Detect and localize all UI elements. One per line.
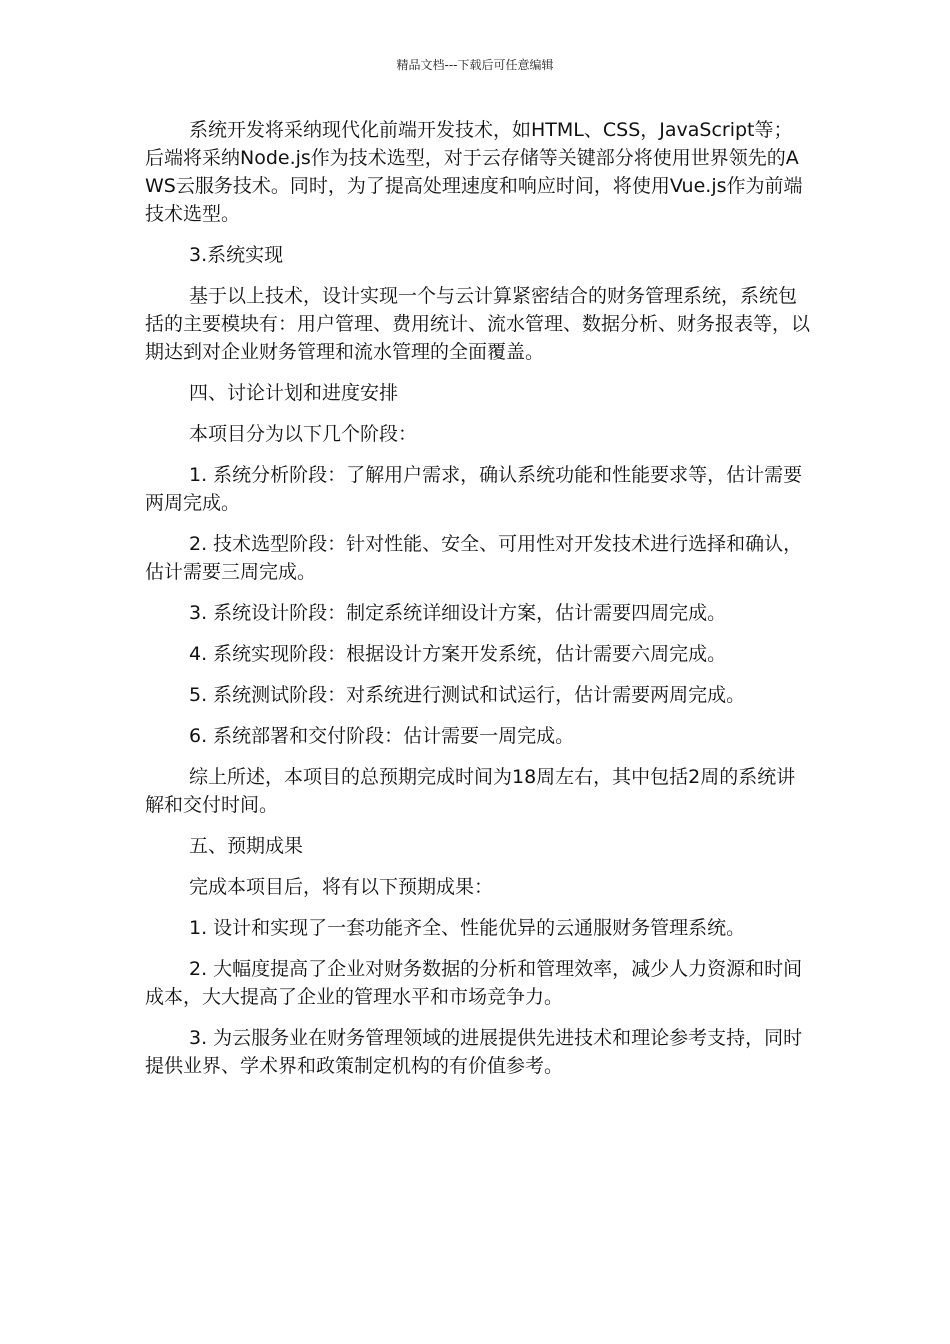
heading-plan-schedule: 四、讨论计划和进度安排 xyxy=(189,382,399,404)
list-item-result-1: 1. 设计和实现了一套功能齐全、性能优异的云通服财务管理系统。 xyxy=(189,917,746,939)
paragraph-phases-intro: 本项目分为以下几个阶段： xyxy=(189,423,418,445)
heading-system-implementation: 3.系统实现 xyxy=(189,244,284,266)
list-item-phase-6: 6. 系统部署和交付阶段：估计需要一周完成。 xyxy=(189,725,575,747)
document-body xyxy=(145,116,810,1093)
page-header: 精品文档---下载后可任意编辑 xyxy=(396,58,554,72)
list-item-phase-1: 1. 系统分析阶段：了解用户需求，确认系统功能和性能要求等，估计需要两周完成。 xyxy=(145,464,803,514)
list-item-phase-4: 4. 系统实现阶段：根据设计方案开发系统，估计需要六周完成。 xyxy=(189,643,727,665)
list-item-result-3: 3. 为云服务业在财务管理领域的进展提供先进技术和理论参考支持，同时提供业界、学术界和政策制定机构的有价值参考。 xyxy=(145,1027,803,1077)
paragraph-tech-stack: 系统开发将采纳现代化前端开发技术，如HTML、CSS，JavaScript等；后端将采纳Node.js作为技术选型，对于云存储等关键部分将使用世界领先的AWS云服务技术。同时，为了提高处理速度和响应时间，将使用Vue.js作为前端技术选型。 xyxy=(145,119,803,225)
paragraph-system-modules: 基于以上技术，设计实现一个与云计算紧密结合的财务管理系统，系统包括的主要模块有：用户管理、费用统计、流水管理、数据分析、财务报表等，以期达到对企业财务管理和流水管理的全面覆盖。 xyxy=(145,285,811,363)
list-item-phase-5: 5. 系统测试阶段：对系统进行测试和试运行，估计需要两周完成。 xyxy=(189,684,746,706)
list-item-phase-3: 3. 系统设计阶段：制定系统详细设计方案，估计需要四周完成。 xyxy=(189,602,727,624)
list-item-phase-2: 2. 技术选型阶段：针对性能、安全、可用性对开发技术进行选择和确认，估计需要三周完成。 xyxy=(145,533,803,583)
paragraph-results-intro: 完成本项目后，将有以下预期成果： xyxy=(189,876,494,898)
paragraph-summary: 综上所述，本项目的总预期完成时间为18周左右，其中包括2周的系统讲解和交付时间。 xyxy=(145,766,796,816)
list-item-result-2: 2. 大幅度提高了企业对财务数据的分析和管理效率，减少人力资源和时间成本，大大提高了企业的管理水平和市场竞争力。 xyxy=(145,958,803,1008)
heading-expected-results: 五、预期成果 xyxy=(189,835,304,857)
